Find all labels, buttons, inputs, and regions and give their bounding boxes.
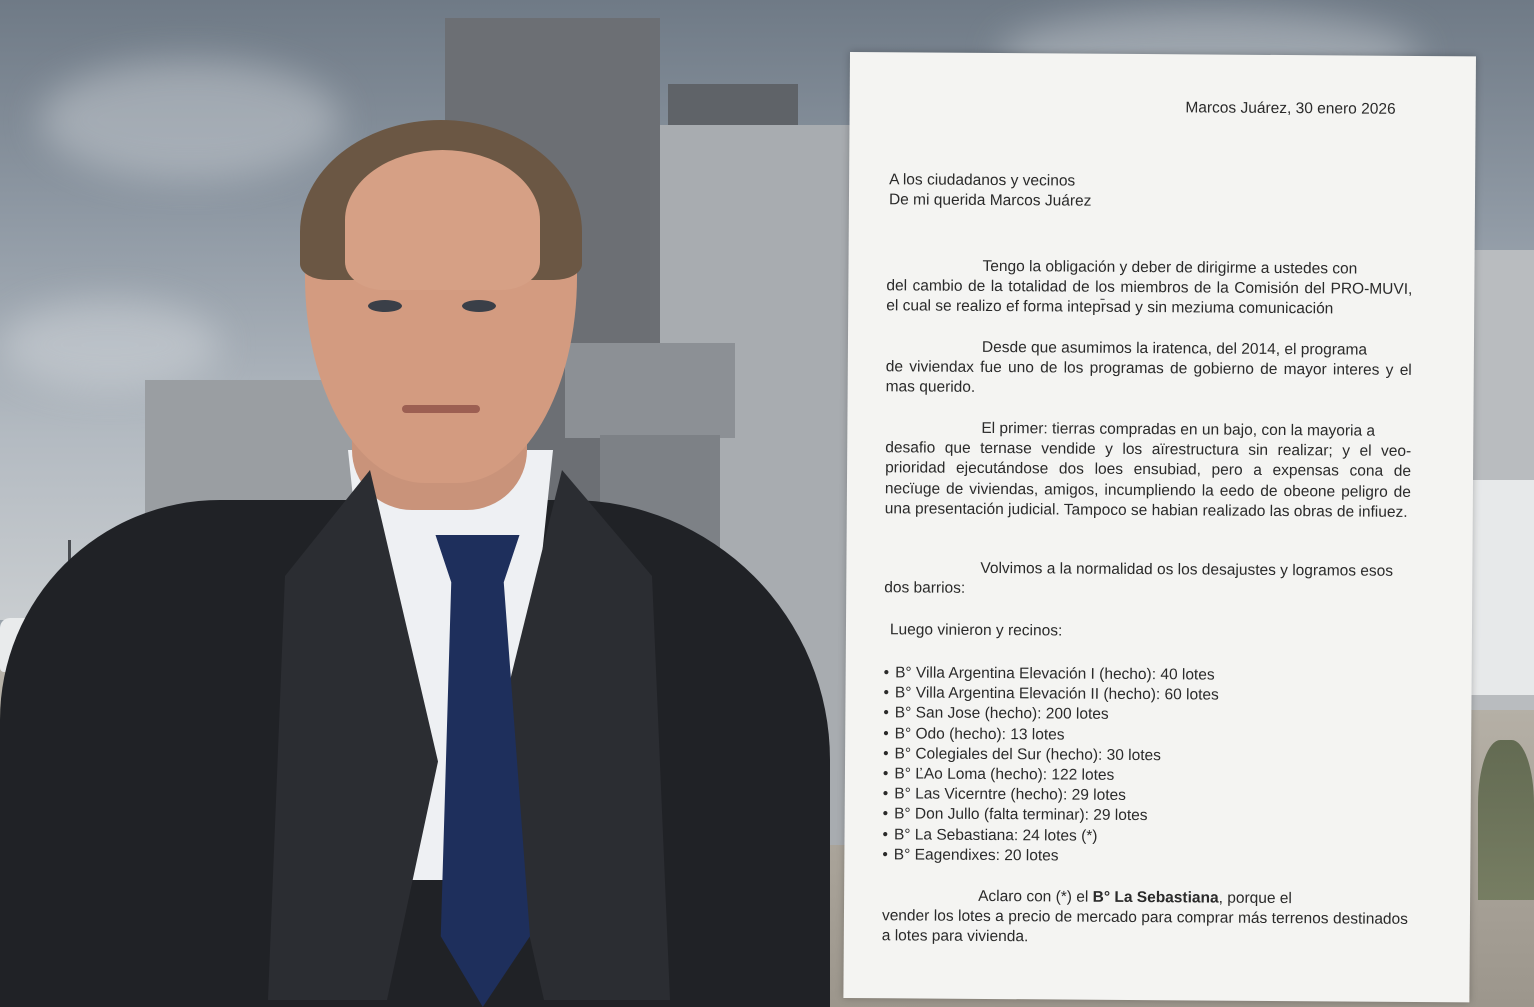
mouth	[402, 405, 480, 413]
letter-greeting	[889, 170, 1092, 211]
lots-list	[882, 663, 1219, 867]
paragraph: Luego vinieron y recinos:	[889, 621, 1063, 640]
paragraph	[885, 418, 1412, 523]
text-span: , porque el	[1218, 889, 1292, 908]
list-item: • B° Villa Argentina Elevación II (hecho): 60 lotes	[883, 683, 1218, 706]
bold-text: B° La Sebastiana	[1092, 888, 1219, 907]
letter-paper	[843, 52, 1476, 1002]
text-span: Aclaro con (*) el	[978, 887, 1089, 906]
paragraph-first-line: Volvimos a la normalidad os los desajustes y logramos esos	[980, 559, 1394, 580]
paragraph	[886, 256, 1412, 320]
list-item: • B° San Jose (hecho): 200 lotes	[883, 704, 1218, 727]
list-item: • B° La Sebastiana: 24 lotes (*)	[882, 825, 1217, 848]
paragraph-body: dos barrios:	[884, 579, 966, 598]
forehead	[345, 150, 540, 290]
list-item: • B° Don Jullo (falta terminar): 29 lotes	[883, 805, 1218, 828]
list-item: • B° Eagendixes: 20 lotes	[882, 845, 1217, 868]
paragraph	[884, 558, 1410, 602]
paragraph	[886, 337, 1412, 401]
list-item: • B° Las Vicerntre (hecho): 29 lotes	[883, 784, 1218, 807]
right-eye	[462, 300, 496, 312]
left-eye	[368, 300, 402, 312]
paragraph-body: desafio que ternase vendide y los aïrestructura sin realizar; y el veo-prioridad ejecutándose dos loes ensubiad, pero a expensas cona de necïuge de viviendas, amigos, incumpliendo la eedo de obeone peligro de una presentación judicial. Tampoco se habian realizado las obras de infiuez.	[884, 439, 1412, 521]
paragraph-first-line: Tengo la obligación y deber de dirigirme a ustedes con	[982, 257, 1358, 278]
paragraph-body: de viviendax fue uno de los programas de gobierno de mayor interes y el mas querido.	[885, 358, 1412, 397]
list-item: • B° Villa Argentina Elevación I (hecho): 40 lotes	[884, 663, 1219, 686]
greeting-line: A los ciudadanos y vecinos	[889, 171, 1076, 190]
building-door	[1468, 480, 1534, 695]
letter-date: Marcos Juárez, 30 enero 2026	[1185, 99, 1396, 118]
list-item: • B° Odo (hecho): 13 lotes	[883, 724, 1218, 747]
list-item: • B° ĽAo Loma (hecho): 122 lotes	[883, 764, 1218, 787]
list-item: • B° Colegiales del Sur (hecho): 30 lotes	[883, 744, 1218, 767]
plant	[1478, 740, 1534, 900]
greeting-line: De mi querida Marcos Juárez	[888, 191, 1092, 210]
paragraph-body: del cambio de la totalidad de los miembros de la Comisión del PRO-MUVI, el cual se realizo ef forma intepr̄sad y sin meziuma comunicación	[886, 277, 1413, 318]
paragraph	[882, 886, 1408, 950]
paragraph-body: vender los lotes a precio de mercado para comprar más terrenos destinados a lotes para vivienda.	[881, 907, 1409, 946]
paragraph-first-line: Desde que asumimos la iratenca, del 2014, el programa	[981, 338, 1368, 359]
paragraph-first-line: El primer: tierras compradas en un bajo, con la mayoria a	[981, 419, 1376, 440]
